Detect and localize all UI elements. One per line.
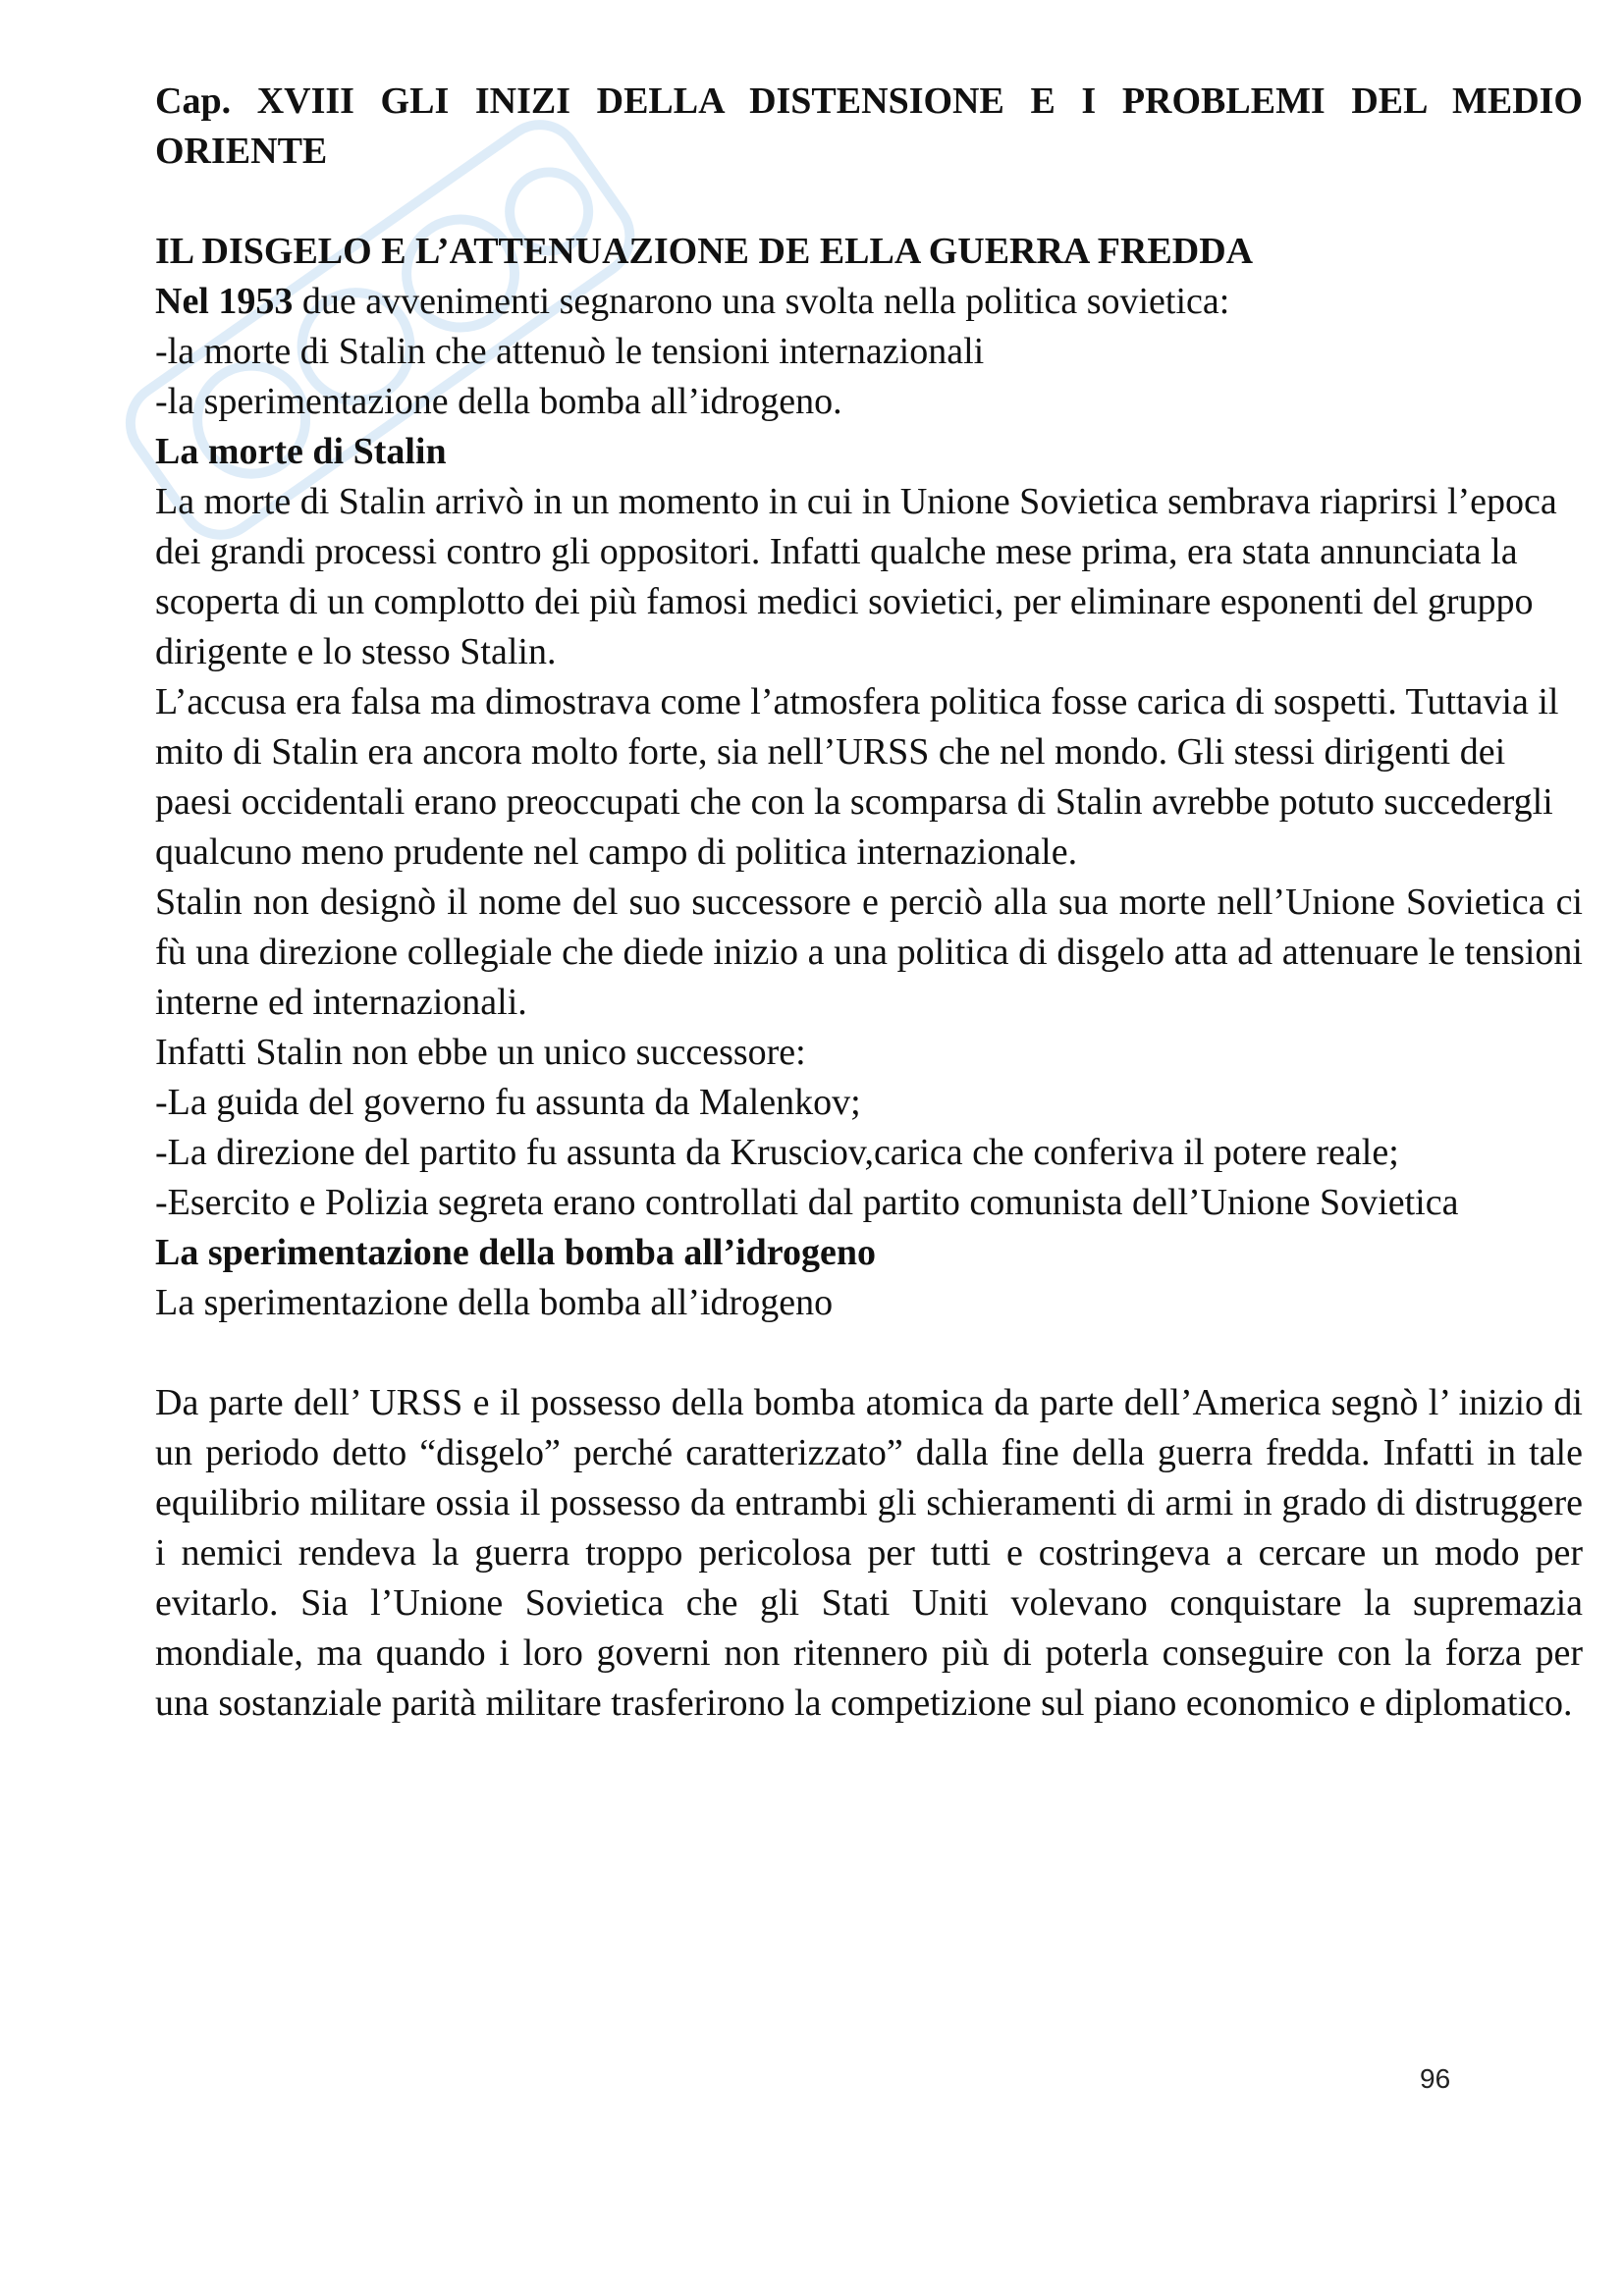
stalin-paragraph-1: La morte di Stalin arrivò in un momento in cui in Unione Sovietica sembrava riaprirsi l’epoca dei grandi processi contro gli oppositori. Infatti qualche mese prima, era stata annunciata la scoperta di un complotto dei più famosi medici sovietici, per eliminare esponenti del gruppo dirigente e lo stesso Stalin. bbox=[155, 481, 1557, 672]
stalin-paragraph-3: Stalin non designò il nome del suo successore e perciò alla sua morte nell’Unione Sovietica ci fù una direzione collegiale che diede inizio a una politica di disgelo atta ad attenuare le tensioni interne ed internazionali. bbox=[155, 881, 1583, 1023]
section-title: IL DISGELO E L’ATTENUAZIONE DE ELLA GUERRA FREDDA bbox=[155, 231, 1254, 272]
bomb-line: La sperimentazione della bomba all’idrogeno bbox=[155, 1282, 834, 1323]
intro-item: -la sperimentazione della bomba all’idrogeno. bbox=[155, 381, 842, 422]
page-number: 96 bbox=[1420, 2063, 1451, 2094]
document-page bbox=[155, 77, 1583, 1729]
stalin-list-item: -La direzione del partito fu assunta da Krusciov,carica che conferiva il potere reale; bbox=[155, 1132, 1399, 1173]
stalin-list-item: -Esercito e Polizia segreta erano controllati dal partito comunista dell’Unione Sovietica bbox=[155, 1182, 1459, 1223]
stalin-list-item: -La guida del governo fu assunta da Malenkov; bbox=[155, 1082, 861, 1123]
intro-paragraph bbox=[155, 277, 1583, 327]
stalin-paragraph-2: L’accusa era falsa ma dimostrava come l’atmosfera politica fosse carica di sospetti. Tuttavia il mito di Stalin era ancora molto forte, sia nell’URSS che nel mondo. Gli stessi dirigenti dei paesi occidentali erano preoccupati che con la scomparsa di Stalin avrebbe potuto succedergli qualcuno meno prudente nel campo di politica internazionale. bbox=[155, 681, 1559, 873]
intro-item: -la morte di Stalin che attenuò le tensioni internazionali bbox=[155, 331, 985, 372]
stalin-paragraph-4: Infatti Stalin non ebbe un unico successore: bbox=[155, 1032, 806, 1073]
bomb-heading: La sperimentazione della bomba all’idrogeno bbox=[155, 1232, 876, 1273]
intro-lead-text: due avvenimenti segnarono una svolta nella politica sovietica: bbox=[293, 281, 1230, 322]
chapter-title: Cap. XVIII GLI INIZI DELLA DISTENSIONE E I PROBLEMI DEL MEDIO ORIENTE bbox=[155, 80, 1583, 172]
paragraph-spacer bbox=[155, 1328, 1583, 1378]
stalin-heading: La morte di Stalin bbox=[155, 431, 447, 472]
intro-lead-year: Nel 1953 bbox=[155, 281, 294, 322]
bomb-paragraph: Da parte dell’ URSS e il possesso della bomba atomica da parte dell’America segnò l’ inizio di un periodo detto “disgelo” perché caratterizzato” dalla fine della guerra fredda. Infatti in tale equilibrio militare ossia il possesso da entrambi gli schieramenti di armi in grado di distruggere i nemici rendeva la guerra troppo pericolosa per tutti e costringeva a cercare un modo per evitarlo. Sia l’Unione Sovietica che gli Stati Uniti volevano conquistare la supremazia mondiale, ma quando i loro governi non ritennero più di poterla conseguire con la forza per una sostanziale parità militare trasferirono la competizione sul piano economico e diplomatico. bbox=[155, 1382, 1583, 1724]
